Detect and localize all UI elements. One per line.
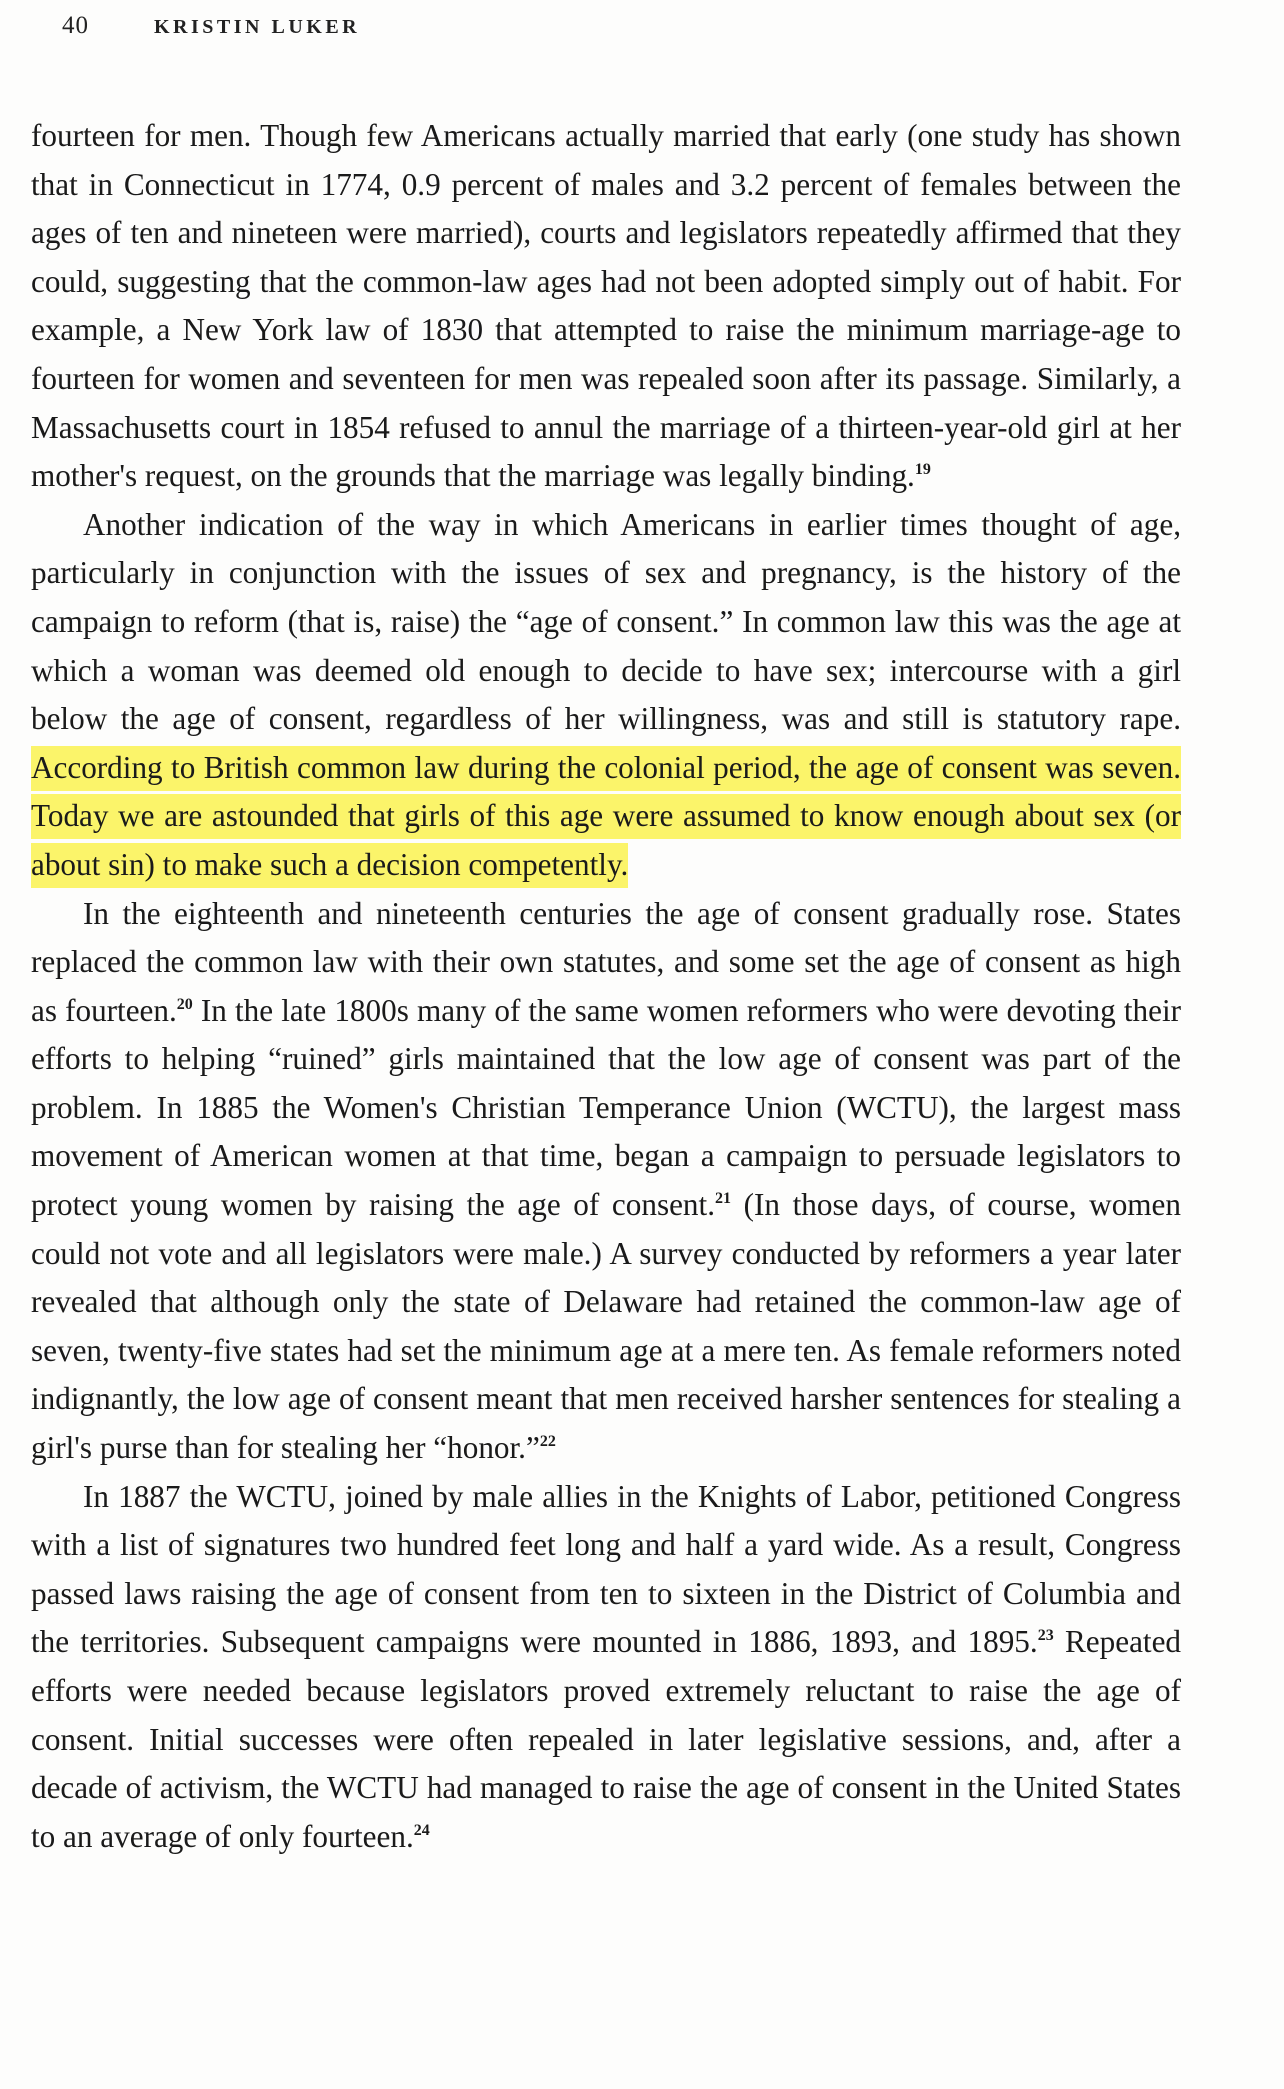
footnote-ref-22[interactable]: 22 [539, 1433, 556, 1451]
page-number: 40 [62, 12, 89, 39]
running-head-author: KRISTIN LUKER [154, 16, 361, 38]
footnote-ref-23[interactable]: 23 [1037, 1627, 1054, 1645]
highlighted-passage[interactable]: According to British common law during the colonial period, the age of consent was seven. Today we are astounded that girls of this age were assumed to know enough about sex (or about sin) to make such a decision competently. [31, 746, 1181, 888]
footnote-ref-20[interactable]: 20 [176, 995, 193, 1013]
paragraph-2-text: Another indication of the way in which Americans in earlier times thought of age, particularly in conjunction with the issues of sex and pregnancy, is the history of the campaign to reform (that is, raise) the “age of consent.” In common law this was the age at which a woman was deemed old enough to decide to have sex; intercourse with a girl below the age of consent, regardless of her willingness, was and still is statutory rape. [31, 506, 1181, 737]
footnote-ref-24[interactable]: 24 [413, 1821, 430, 1839]
paragraph-3-text-b: In the late 1800s many of the same women reformers who were devoting their efforts to helping “ruined” girls maintained that the low age of consent was part of the problem. In 1885 the Women's Christian Temperance Union (WCTU), the largest mass movement of American women at that time, began a campaign to persuade legislators to protect young women by raising the age of consent. [31, 992, 1181, 1223]
paragraph-4-text-a: In 1887 the WCTU, joined by male allies in the Knights of Labor, petitioned Congress with a list of signatures two hundred feet long and half a yard wide. As a result, Congress passed laws raising the age of consent from ten to sixteen in the District of Columbia and the territories. Subsequent campaigns were mounted in 1886, 1893, and 1895. [31, 1478, 1181, 1660]
footnote-ref-21[interactable]: 21 [715, 1190, 731, 1208]
paragraph-3[interactable] [31, 890, 1181, 1473]
paragraph-3-text-a: In the eighteenth and nineteenth centuries the age of consent gradually rose. States replaced the common law with their own statutes, and some set the age of consent as high as fourteen. [31, 895, 1181, 1028]
paragraph-2[interactable] [31, 501, 1181, 890]
footnote-ref-19[interactable]: 19 [914, 461, 931, 479]
paragraph-3-text-c: (In those days, of course, women could not vote and all legislators were male.) A survey conducted by reformers a year later revealed that although only the state of Delaware had retained the common-law age of seven, twenty-five states had set the minimum age at a mere ten. As female reformers noted indignantly, the low age of consent meant that men received harsher sentences for stealing a girl's purse than for stealing her “honor.” [31, 1187, 1181, 1466]
paragraph-4-text-b: Repeated efforts were needed because legislators proved extremely reluctant to raise the age of consent. Initial successes were often repealed in later legislative sessions, and, after a decade of activism, the WCTU had managed to raise the age of consent in the United States to an average of only fourteen. [31, 1624, 1182, 1854]
paragraph-1[interactable] [31, 112, 1181, 501]
paragraph-4[interactable] [31, 1473, 1181, 1862]
body-text[interactable] [31, 112, 1181, 1861]
running-head [62, 12, 360, 40]
paragraph-1-text: fourteen for men. Though few Americans actually married that early (one study has shown that in Connecticut in 1774, 0.9 percent of males and 3.2 percent of females between the ages of ten and nineteen were married), courts and legislators repeatedly affirmed that they could, suggesting that the common-law ages had not been adopted simply out of habit. For example, a New York law of 1830 that attempted to raise the minimum marriage-age to fourteen for women and seventeen for men was repealed soon after its passage. Similarly, a Massachusetts court in 1854 refused to annul the marriage of a thirteen-year-old girl at her mother's request, on the grounds that the marriage was legally binding. [31, 118, 1181, 494]
